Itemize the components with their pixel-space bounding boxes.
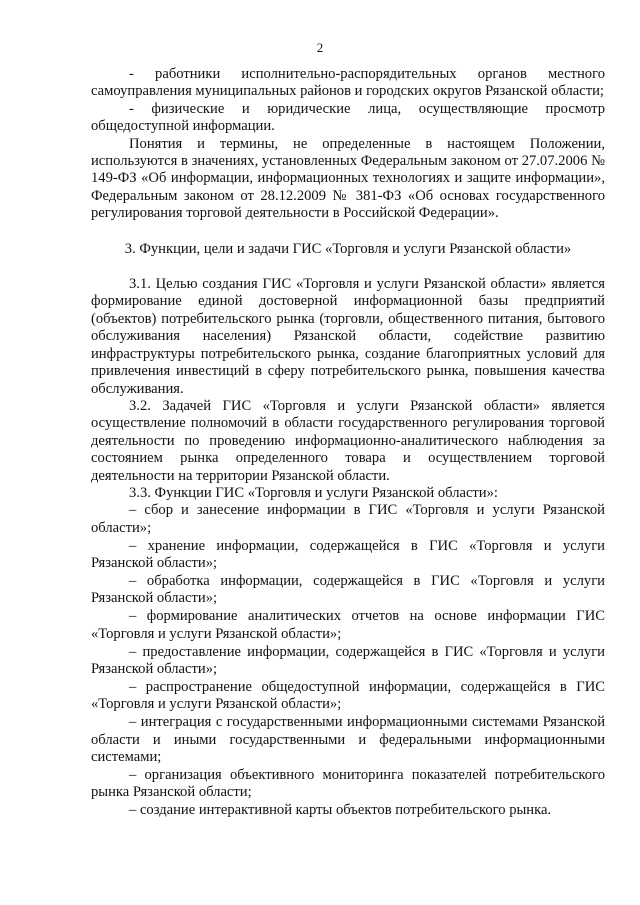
function-item: – хранение информации, содержащейся в ГИС «Торговля и услуги Рязанской области»;: [91, 537, 605, 572]
function-item: – интеграция с государственными информационными системами Рязанской области и иными государственными и федеральными информационными системами;: [91, 714, 605, 766]
section-title: 3. Функции, цели и задачи ГИС «Торговля и услуги Рязанской области»: [124, 240, 572, 257]
function-item: – создание интерактивной карты объектов потребительского рынка.: [129, 802, 552, 819]
page-number: 2: [316, 40, 324, 55]
function-item: – обработка информации, содержащейся в ГИС «Торговля и услуги Рязанской области»;: [91, 572, 605, 607]
document-body: [91, 66, 605, 820]
function-item: – формирование аналитических отчетов на основе информации ГИС «Торговля и услуги Рязанской области»;: [91, 608, 605, 642]
terms-paragraph: Понятия и термины, не определенные в настоящем Положении, используются в значениях, установленных Федеральным законом от 27.07.2006 № 149-ФЗ «Об информации, информационных технологиях и защите информации», Федеральным законом от 28.12.2009 № 381-ФЗ «Об основах государственного регулирования торговой деятельности в Российской Федерации».: [91, 135, 605, 222]
function-item: – предоставление информации, содержащейся в ГИС «Торговля и услуги Рязанской области»;: [91, 643, 605, 677]
paragraph-3-1: 3.1. Целью создания ГИС «Торговля и услуги Рязанской области» является формирование единой достоверной информационной базы предприятий (объектов) потребительского рынка (торговли, общественного питания, бытового обслуживания населения) Рязанской области, содействие развитию инфраструктуры потребительского рынка, создание благоприятных условий для привлечения инвестиций в сферу потребительского рынка, повышения качества обслуживания.: [91, 276, 605, 397]
function-item: – сбор и занесение информации в ГИС «Торговля и услуги Рязанской области»;: [91, 502, 605, 536]
intro-item: - работники исполнительно-распорядительных органов местного самоуправления муниципальных районов и городских округов Рязанской области;: [91, 66, 605, 100]
paragraph-3-3: 3.3. Функции ГИС «Торговля и услуги Рязанской области»:: [129, 484, 498, 501]
function-item: – распространение общедоступной информации, содержащейся в ГИС «Торговля и услуги Рязанской области»;: [91, 678, 605, 713]
paragraph-3-2: 3.2. Задачей ГИС «Торговля и услуги Рязанской области» является осуществление полномочий в области государственного регулирования торговой деятельности по проведению информационно-аналитического наблюдения за состоянием рынка определенного товара и осуществлением торговой деятельности на территории Рязанской области.: [91, 397, 605, 484]
intro-item: - физические и юридические лица, осуществляющие просмотр общедоступной информации.: [91, 100, 605, 135]
function-item: – организация объективного мониторинга показателей потребительского рынка Рязанской области;: [91, 766, 605, 801]
